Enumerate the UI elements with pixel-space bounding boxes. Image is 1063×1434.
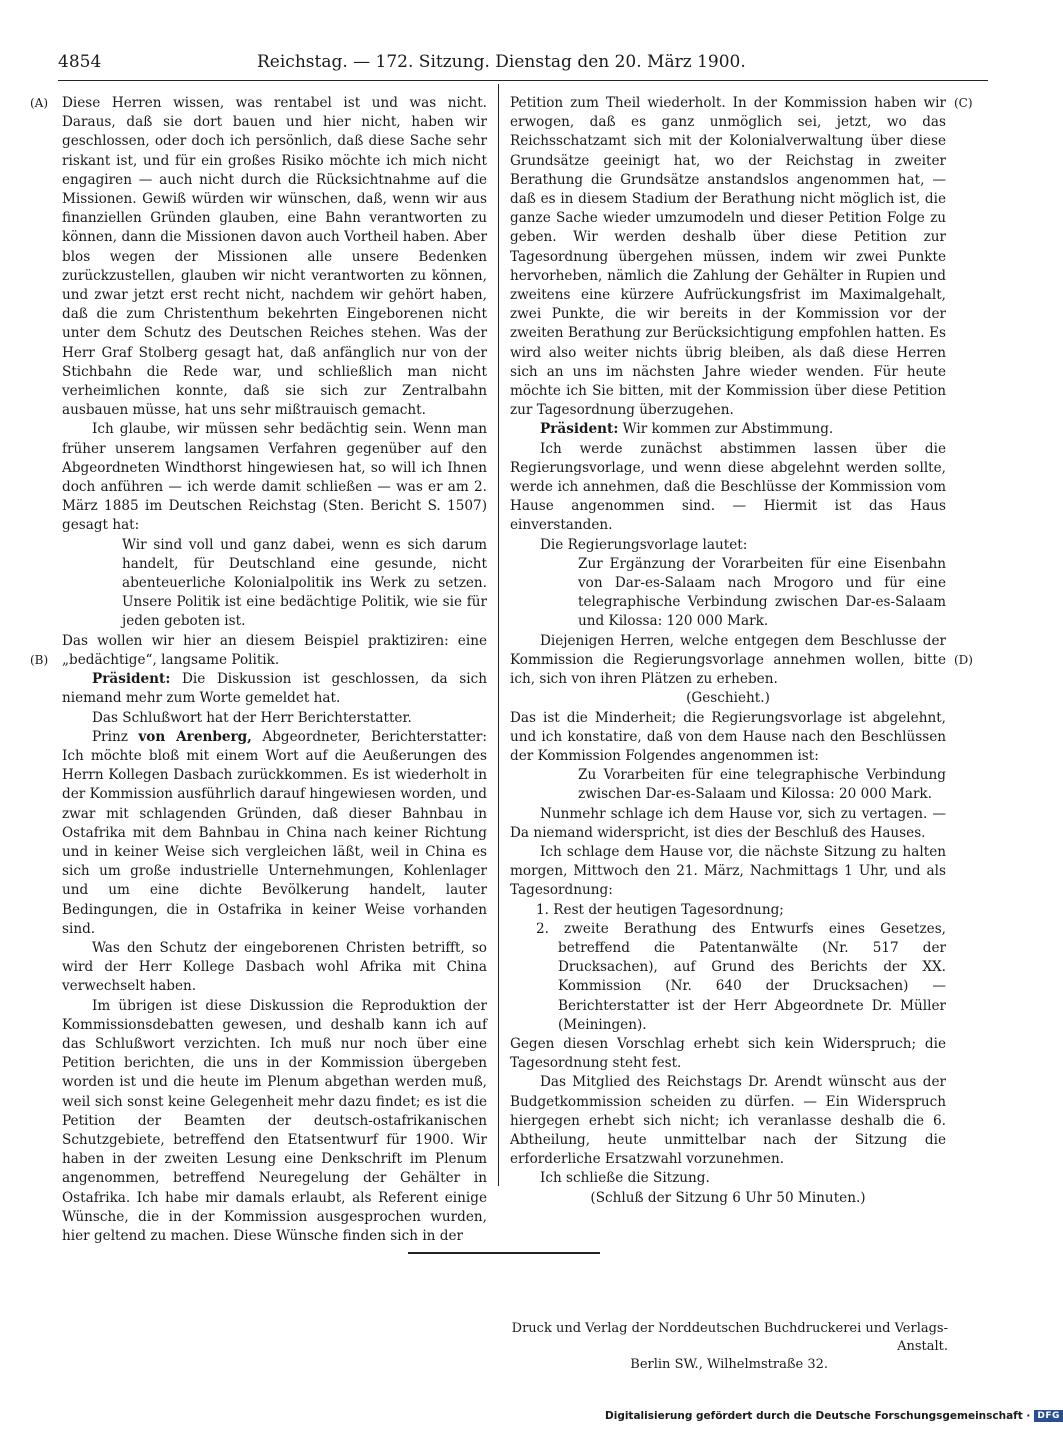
paragraph: Ich schlage dem Hause vor, die nächste Sitzung zu halten morgen, Mittwoch den 21. März, Nachmittags 1 Uhr, und als Tagesordnung: <box>510 843 946 899</box>
president-statement <box>62 670 487 708</box>
paragraph: Gegen diesen Vorschlag erhebt sich kein Widerspruch; die Tagesordnung steht fest. <box>510 1035 946 1072</box>
speaker-prefix: Prinz <box>92 728 128 745</box>
paragraph: Das wollen wir hier an diesem Beispiel praktiziren: eine „bedächtige“, langsame Politik. <box>62 632 487 668</box>
end-rule <box>408 1252 600 1254</box>
margin-marker-a: (A) <box>30 96 49 110</box>
paragraph: Ich glaube, wir müssen sehr bedächtig sein. Wenn man früher unserem langsamen Verfahren gegenüber auf den Abgeordneten Windthorst hingewiesen hat, so will ich Ihnen doch anführen — ich werde damit schließen — was er am 2. März 1885 im Deutschen Reichstag (Sten. Bericht S. 1507) gesagt hat: <box>62 421 487 534</box>
imprint-address: Berlin SW., Wilhelmstraße 32. <box>630 1357 828 1372</box>
paragraph: Diejenigen Herren, welche entgegen dem Beschlusse der Kommission die Regierungsvorlage annehmen wollen, bitte ich, sich von ihren Plätzen zu erheben. <box>510 632 946 688</box>
margin-marker-d: (D) <box>954 653 973 667</box>
stage-direction: (Geschieht.) <box>686 690 770 707</box>
quotation: Zu Vorarbeiten für eine telegraphische Verbindung zwischen Dar-es-Salaam und Kilossa: 20 000 Mark. <box>578 767 946 803</box>
margin-marker-c: (C) <box>954 96 973 110</box>
dfg-credit: Digitalisierung gefördert durch die Deutsche Forschungsgemeinschaft · <box>605 1410 1031 1422</box>
dfg-logo: DFG <box>1034 1410 1063 1422</box>
paragraph: Ich werde zunächst abstimmen lassen über die Regierungsvorlage, und wenn diese abgelehnt werden sollte, werde ich annehmen, daß die Beschlüsse der Kommission vom Hause angenommen sind. — Hiermit ist das Haus einverstanden. <box>510 440 946 534</box>
agenda-item: 2. zweite Berathung des Entwurfs eines Gesetzes, betreffend die Patentanwälte (Nr. 517 der Drucksachen), auf Grund des Berichts der XX. Kommission (Nr. 640 der Drucksachen) — Berichterstatter ist der Herr Abgeordnete Dr. Müller (Meiningen). <box>536 920 946 1033</box>
imprint-publisher: Druck und Verlag der Norddeutschen Buchdruckerei und Verlags-Anstalt. <box>511 1321 948 1354</box>
imprint <box>508 1320 948 1374</box>
closing-note: (Schluß der Sitzung 6 Uhr 50 Minuten.) <box>590 1189 866 1206</box>
paragraph: Im übrigen ist diese Diskussion die Reproduktion der Kommissionsdebatten gewesen, und deshalb kann ich auf das Schlußwort verzichten. Ich muß nur noch über eine Petition berichten, die uns in der Kommission übergeben worden ist und die heute im Plenum abgethan werden muß, weil sich sonst keine Gelegenheit mehr dazu findet; es ist die Petition der Beamten der deutsch-ostafrikanischen Schutzgebiete, betreffend den Etatsentwurf für 1900. Wir haben in der zweiten Lesung eine Denkschrift im Plenum angenommen, betreffend Neuregelung der Gehälter in Ostafrika. Ich habe mir damals erlaubt, als Referent einige Wünsche, die in der Kommission ausgesprochen wurden, hier geltend zu machen. Diese Wünsche finden sich in der <box>62 997 487 1244</box>
quotation: Zur Ergänzung der Vorarbeiten für eine Eisenbahn von Dar-es-Salaam nach Mrogoro und für eine telegraphische Verbindung zwischen Dar-es-Salaam und Kilossa: 120 000 Mark. <box>578 555 946 630</box>
speaker-label: Präsident: <box>92 671 171 688</box>
paragraph: Petition zum Theil wiederholt. In der Kommission haben wir erwogen, daß es ganz unmöglich sei, jetzt, wo das Reichsschatzamt sich mit der Kolonialverwaltung über diese Grundsätze geeinigt hat, wo der Reichstag in zweiter Berathung die Grundsätze anstandslos angenommen hat, — daß es in diesem Stadium der Berathung nicht möglich ist, die ganze Sache wieder umzumodeln und dieser Petition Folge zu geben. Wir werden deshalb über diese Petition zur Tagesordnung übergehen müssen, indem wir zwei Punkte hervorheben, nämlich die Zahlung der Gehälter in Rupien und zweitens eine kürzere Aufrückungsfrist im Maximalgehalt, zwei Punkte, die wir bereits in der Kommission vor der zweiten Berathung zur Berücksichtigung empfohlen hatten. Es wird also weiter nichts übrig bleiben, als daß diese Herren sich an uns im nächsten Jahre wieder wenden. Für heute möchte ich Sie bitten, mit der Kommission über diese Petition zur Tagesordnung überzugehen. <box>510 95 946 419</box>
page-header <box>58 52 988 78</box>
column-divider <box>498 84 499 1186</box>
running-title: Reichstag. — 172. Sitzung. Dienstag den 20. März 1900. <box>257 52 746 72</box>
header-rule <box>58 80 988 81</box>
paragraph: Nunmehr schlage ich dem Hause vor, sich zu vertagen. — Da niemand widerspricht, ist dies der Beschluß des Hauses. <box>510 805 946 841</box>
left-column <box>62 94 487 1246</box>
dfg-footer <box>605 1408 1063 1424</box>
speaker-label: Präsident: <box>540 421 619 438</box>
paragraph: Die Regierungsvorlage lautet: <box>540 536 748 553</box>
paragraph: Diese Herren wissen, was rentabel ist und was nicht. Daraus, daß sie dort bauen und hier nicht, haben wir geschlossen, oder doch ich persönlich, daß diese Sache sehr riskant ist, und für ein großes Risiko möchte ich mich nicht engagiren — auch nicht durch die Rücksichtnahme auf die Missionen. Gewiß würden wir wünschen, daß, wenn wir aus finanziellen Gründen glauben, eine Bahn verantworten zu können, dann die Missionen davon auch Vortheil haben. Aber blos wegen der Missionen alle unsere Bedenken zurückzustellen, glauben wir nicht verantworten zu können, und zwar jetzt erst recht nicht, nachdem wir gehört haben, daß die zum Christenthum bekehrten Eingeborenen nicht unter dem Schutz des Deutschen Reiches stehen. Was der Herr Graf Stolberg gesagt hat, daß anfänglich nur von der Stichbahn die Rede war, und schließlich man nicht verheimlichen konnte, daß sie sich zur Zentralbahn ausbauen müsse, hat uns sehr mißtrauisch gemacht. <box>62 95 487 419</box>
statement-text: Abgeordneter, Berichterstatter: Ich möchte bloß mit einem Wort auf die Aeußerungen des Herrn Kollegen Dasbach zurückkommen. Es ist wiederholt in der Kommission ausführlich darauf hingewiesen worden, und zwar mit schlagenden Gründen, daß dieser Bahnbau in Ostafrika mit dem Bahnbau in China nach keiner Richtung und in keiner Weise sich vergleichen läßt, weil in China es sich um große industrielle Unternehmungen, Kohlenlager und um eine dichte Bevölkerung handelt, lauter Bedingungen, die in Ostafrika in keiner Weise vorhanden sind. <box>62 728 487 937</box>
margin-marker-b: (B) <box>30 653 49 667</box>
president-statement <box>510 420 946 439</box>
agenda-item: 1. Rest der heutigen Tagesordnung; <box>536 901 784 918</box>
paragraph: Das Mitglied des Reichstags Dr. Arendt wünscht aus der Budgetkommission scheiden zu dürfen. — Ein Widerspruch hiergegen erhebt sich nicht; ich veranlasse deshalb die 6. Abtheilung, heute unmittelbar nach der Sitzung die erforderliche Ersatzwahl vorzunehmen. <box>510 1074 946 1168</box>
statement-text: Die Diskussion ist geschlossen, da sich niemand mehr zum Worte gemeldet hat. <box>62 671 487 707</box>
paragraph: Das Schlußwort hat der Herr Berichterstatter. <box>92 709 412 726</box>
quotation: Wir sind voll und ganz dabei, wenn es sich darum handelt, für Deutschland eine gesunde, nicht abenteuerliche Kolonialpolitik ins Werk zu setzen. Unsere Politik ist eine bedächtige Politik, wie sie für jeden geboten ist. <box>122 536 487 630</box>
paragraph: Ich schließe die Sitzung. <box>540 1170 710 1187</box>
paragraph: Das ist die Minderheit; die Regierungsvorlage ist abgelehnt, und ich konstatire, daß von dem Hause nach den Beschlüssen der Kommission Folgendes angenommen ist: <box>510 709 946 764</box>
speaker-name: von Arenberg, <box>138 728 252 745</box>
statement-text: Wir kommen zur Abstimmung. <box>622 421 834 438</box>
paragraph: Was den Schutz der eingeborenen Christen betrifft, so wird der Herr Kollege Dasbach wohl Afrika mit China verwechselt haben. <box>62 939 487 995</box>
right-column <box>510 94 946 1208</box>
page-number: 4854 <box>58 52 102 72</box>
speaker-statement <box>62 728 487 939</box>
